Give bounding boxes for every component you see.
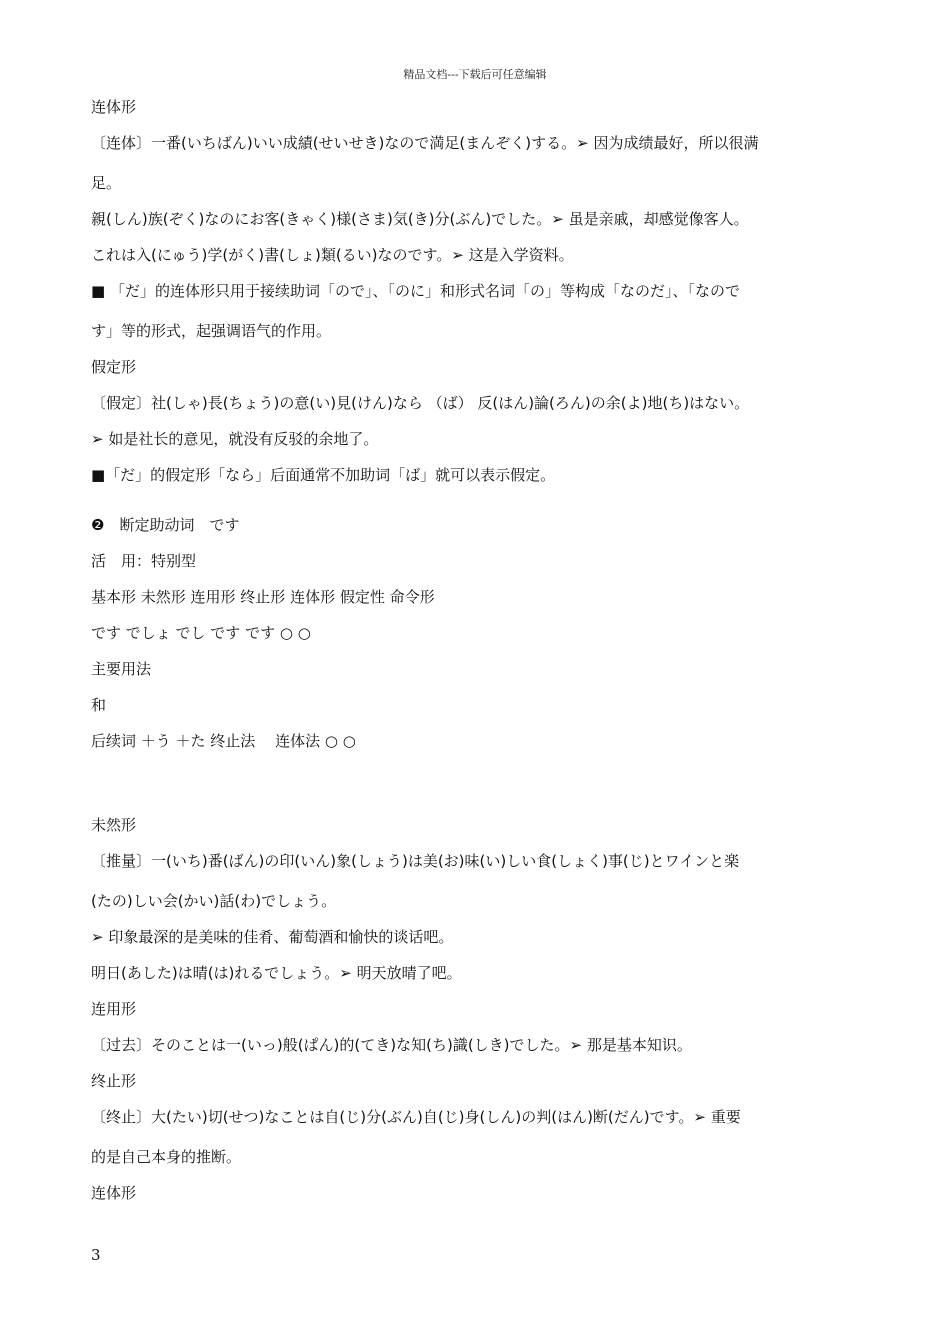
paragraph-line: ➢ 印象最深的是美味的佳肴、葡萄酒和愉快的谈话吧。 bbox=[91, 928, 454, 946]
paragraph-line: (たの)しい会(かい)話(わ)でしょう。 bbox=[91, 892, 337, 910]
paragraph-line: 〔过去〕そのことは一(いっ)般(ぱん)的(てき)な知(ち)識(しき)でした。➢ 那是基本知识。 bbox=[91, 1036, 692, 1054]
paragraph-line: 〔连体〕一番(いちばん)いい成績(せいせき)なので満足(まんぞく)する。➢ 因为成绩最好，所以很满 bbox=[91, 134, 759, 152]
note-line: す」等的形式，起强调语气的作用。 bbox=[91, 322, 332, 340]
paragraph-line: 的是自己本身的推断。 bbox=[91, 1148, 242, 1166]
spacer bbox=[91, 498, 866, 512]
paragraph-line: 〔终止〕大(たい)切(せつ)なことは自(じ)分(ぶん)自(じ)身(しん)の判(はん)断(だん)です。➢ 重要 bbox=[91, 1108, 741, 1126]
paragraph-line: 和 bbox=[91, 696, 107, 714]
conjugation-headers: 基本形 未然形 连用形 终止形 连体形 假定性 命令形 bbox=[91, 588, 435, 606]
page-number: 3 bbox=[91, 1246, 101, 1264]
heading-mizen: 未然形 bbox=[91, 816, 137, 834]
conjugation-type: 活 用：特别型 bbox=[91, 552, 197, 570]
note-line: ■「だ」的假定形「なら」后面通常不加助词「ば」就可以表示假定。 bbox=[91, 466, 556, 484]
document-body bbox=[91, 94, 866, 1216]
conjugation-forms: です でしょ でし です です ○ ○ bbox=[91, 624, 311, 642]
paragraph-line: 〔假定〕社(しゃ)長(ちょう)の意(い)見(けん)なら （ば） 反(はん)論(ろん)の余(よ)地(ち)はない。 bbox=[91, 394, 750, 412]
heading-usage: 主要用法 bbox=[91, 660, 152, 678]
heading-rentai: 连体形 bbox=[91, 98, 137, 116]
section-heading: ❷ 断定助动词 です bbox=[91, 516, 240, 534]
paragraph-line: これは入(にゅう)学(がく)書(しょ)類(るい)なのです。➢ 这是入学资料。 bbox=[91, 246, 574, 264]
heading-shushi: 终止形 bbox=[91, 1072, 137, 1090]
page-header: 精品文档---下载后可任意编辑 bbox=[403, 68, 547, 81]
paragraph-line: ➢ 如是社长的意见，就没有反驳的余地了。 bbox=[91, 430, 379, 448]
paragraph-line: 足。 bbox=[91, 174, 122, 192]
heading-katei: 假定形 bbox=[91, 358, 137, 376]
spacer bbox=[91, 764, 866, 812]
paragraph-line: 〔推量〕一(いち)番(ばん)の印(いん)象(しょう)は美(お)味(い)しい食(しょく)事(じ)とワインと楽 bbox=[91, 852, 740, 870]
heading-renyou: 连用形 bbox=[91, 1000, 137, 1018]
heading-rentai: 连体形 bbox=[91, 1184, 137, 1202]
paragraph-line: 親(しん)族(ぞく)なのにお客(きゃく)様(さま)気(き)分(ぶん)でした。➢ 虽是亲戚，却感觉像客人。 bbox=[91, 210, 749, 228]
usage-row: 后续词 ＋う ＋た 终止法 连体法 ○ ○ bbox=[91, 732, 356, 750]
note-line: ■ 「だ」的连体形只用于接续助词「ので」、「のに」和形式名词「の」等构成「なのだ」、「なので bbox=[91, 282, 740, 300]
paragraph-line: 明日(あした)は晴(は)れるでしょう。➢ 明天放晴了吧。 bbox=[91, 964, 462, 982]
